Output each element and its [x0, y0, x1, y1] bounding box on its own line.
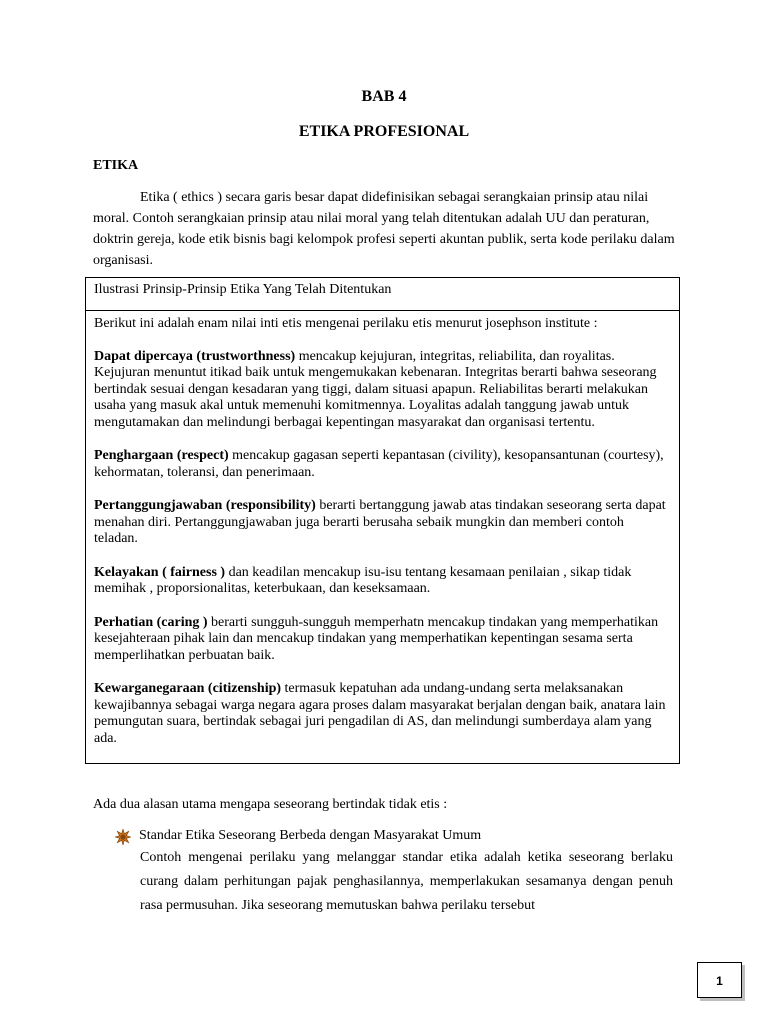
- page-title: ETIKA PROFESIONAL: [298, 123, 470, 140]
- value-item-trustworthiness: [94, 349, 671, 432]
- value-term: Perhatian (caring ): [94, 614, 208, 630]
- value-description: termasuk kepatuhan ada undang-undang serta melaksanakan kewajibannya sebagai warga negara agara proses dalam masyarakat berjalan dengan baik, anatara lain pemungutan suara, bertindak sebagai juri pengadilan di AS, dan melindungi sumberdaya alam yang ada.: [94, 681, 666, 746]
- value-item-fairness: [94, 565, 671, 598]
- intro-paragraph: Etika ( ethics ) secara garis besar dapat didefinisikan sebagai serangkaian prinsip atau nilai moral. Contoh serangkaian prinsip atau nilai moral yang telah ditentukan adalah UU dan peraturan, doktrin gereja, kode etik bisnis bagi kelompok profesi seperti akuntan publik, serta kode perilaku dalam organisasi.: [93, 190, 675, 268]
- value-description: berarti bertanggung jawab atas tindakan seseorang serta dapat menahan diri. Pertanggungjawaban juga berarti berusaha sebaik mungkin dan memberi contoh teladan.: [94, 498, 666, 546]
- value-term: Penghargaan (respect): [94, 448, 229, 463]
- starburst-bullet-icon: [115, 829, 131, 845]
- value-item-caring: [94, 615, 671, 665]
- bullet-body-text: Contoh mengenai perilaku yang melanggar standar etika adalah ketika seseorang berlaku curang dalam perhitungan pajak penghasilannya, memperlakukan sesamanya dengan penuh rasa permusuhan. Jika seseorang memutuskan bahwa perilaku tersebut: [140, 850, 673, 913]
- value-term: Pertanggungjawaban (responsibility): [94, 498, 316, 513]
- illustration-box: [85, 277, 680, 764]
- value-term: Kewarganegaraan (citizenship): [94, 681, 282, 696]
- section-heading: ETIKA: [93, 158, 139, 173]
- value-term: Kelayakan ( fairness ): [94, 564, 226, 580]
- value-term: Dapat dipercaya (trustworthness): [94, 348, 296, 364]
- chapter-label: BAB 4: [361, 88, 407, 105]
- bullet-title: Standar Etika Seseorang Berbeda dengan Masyarakat Umum: [139, 828, 482, 843]
- value-description: dan keadilan mencakup isu-isu tentang kesamaan penilaian , sikap tidak memihak , proporsionalitas, keterbukaan, dan keseksamaan.: [94, 564, 632, 596]
- reasons-intro-text: Ada dua alasan utama mengapa seseorang bertindak tidak etis :: [93, 797, 448, 812]
- value-item-respect: [94, 448, 671, 481]
- value-item-responsibility: [94, 498, 671, 548]
- value-item-citizenship: [94, 681, 671, 747]
- page-number: 1: [697, 962, 742, 998]
- illustration-box-body: [86, 311, 679, 747]
- value-description: mencakup gagasan seperti kepantasan (civility), kesopansantunan (courtesy), kehormatan, toleransi, dan penerimaan.: [94, 448, 664, 480]
- illustration-box-header: Ilustrasi Prinsip-Prinsip Etika Yang Telah Ditentukan: [86, 278, 679, 311]
- box-lead-text: Berikut ini adalah enam nilai inti etis mengenai perilaku etis menurut josephson institute :: [94, 316, 598, 331]
- value-description: mencakup kejujuran, integritas, reliabilita, dan royalitas. Kejujuran menuntut itikad baik untuk mengemukakan kebenaran. Integritas berarti bahwa seseorang bertindak sesuai dengan kesadaran yang tiggi, dalam situasi apapun. Reliabilitas berarti melakukan usaha yang masuk akal untuk memenuhi komitmennya. Loyalitas adalah tanggung jawab untuk mengutamakan dan melindungi berbagai kepentingan masyarakat dan organisasi tertentu.: [94, 348, 657, 430]
- value-description: berarti sungguh-sungguh memperhatn mencakup tindakan yang memperhatikan kesejahteraan pihak lain dan mencakup tindakan yang memperhatikan kepentingan sesama serta memperlihatkan perbuatan baik.: [94, 614, 659, 663]
